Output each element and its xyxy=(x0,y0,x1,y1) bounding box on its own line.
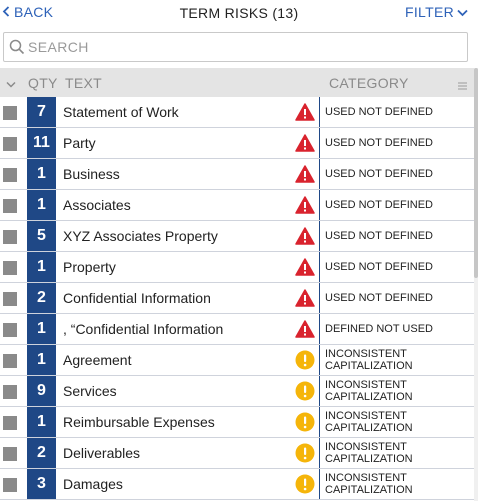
row-category: USED NOT DEFINED xyxy=(325,292,433,304)
row-qty: 2 xyxy=(27,438,56,468)
row-term-text: Statement of Work xyxy=(63,104,179,120)
row-checkbox[interactable] xyxy=(3,106,17,120)
table-row[interactable] xyxy=(0,128,474,159)
row-category xyxy=(325,410,413,434)
row-checkbox[interactable] xyxy=(3,354,17,368)
filter-label: FILTER xyxy=(405,4,454,20)
row-qty: 1 xyxy=(27,190,56,220)
row-checkbox[interactable] xyxy=(3,416,17,430)
back-label: BACK xyxy=(14,4,54,20)
row-term-text: Agreement xyxy=(63,352,132,368)
warning-triangle-icon xyxy=(295,196,315,219)
warning-triangle-icon xyxy=(295,165,315,188)
row-term-text: Party xyxy=(63,135,96,151)
row-category xyxy=(325,441,413,465)
scrollbar-thumb[interactable] xyxy=(474,68,478,278)
alert-circle-icon xyxy=(295,443,315,468)
row-term-text: Reimbursable Expenses xyxy=(63,414,215,430)
row-checkbox[interactable] xyxy=(3,447,17,461)
row-qty: 5 xyxy=(27,221,56,251)
row-category-line: INCONSISTENT xyxy=(325,472,407,484)
row-term-text: , “Confidential Information xyxy=(63,321,224,337)
table-row[interactable] xyxy=(0,159,474,190)
row-qty: 1 xyxy=(27,252,56,282)
row-checkbox[interactable] xyxy=(3,137,17,151)
warning-triangle-icon xyxy=(295,134,315,157)
row-qty: 9 xyxy=(27,376,56,406)
row-qty: 1 xyxy=(27,314,56,344)
row-qty: 11 xyxy=(27,128,56,158)
table-header xyxy=(0,68,474,97)
column-divider xyxy=(319,252,320,282)
table-row[interactable] xyxy=(0,469,474,500)
search-icon xyxy=(9,39,25,60)
column-header-category[interactable]: CATEGORY xyxy=(329,75,409,91)
row-term-text: Property xyxy=(63,259,116,275)
table-row[interactable] xyxy=(0,438,474,469)
table-row[interactable] xyxy=(0,314,474,345)
warning-triangle-icon xyxy=(295,227,315,250)
column-divider xyxy=(319,314,320,344)
page-title: TERM RISKS (13) xyxy=(179,5,299,21)
table-row[interactable] xyxy=(0,97,474,128)
row-checkbox[interactable] xyxy=(3,323,17,337)
column-header-text[interactable]: TEXT xyxy=(65,75,102,91)
table-row[interactable] xyxy=(0,345,474,376)
column-divider xyxy=(319,438,320,468)
row-term-text: Confidential Information xyxy=(63,290,211,306)
column-divider xyxy=(319,345,320,375)
alert-circle-icon xyxy=(295,412,315,437)
column-divider xyxy=(319,407,320,437)
table-row[interactable] xyxy=(0,221,474,252)
row-checkbox[interactable] xyxy=(3,230,17,244)
top-bar xyxy=(0,0,478,28)
chevron-down-icon xyxy=(457,9,468,17)
column-menu-icon[interactable] xyxy=(458,77,467,93)
row-qty: 3 xyxy=(27,469,56,499)
warning-triangle-icon xyxy=(295,289,315,312)
alert-circle-icon xyxy=(295,381,315,406)
row-term-text: Services xyxy=(63,383,117,399)
column-divider xyxy=(319,221,320,251)
row-checkbox[interactable] xyxy=(3,478,17,492)
row-term-text: Business xyxy=(63,166,120,182)
row-qty: 7 xyxy=(27,97,56,127)
row-checkbox[interactable] xyxy=(3,385,17,399)
row-category xyxy=(325,472,413,496)
row-category-line: INCONSISTENT xyxy=(325,441,407,453)
table-row[interactable] xyxy=(0,252,474,283)
column-divider xyxy=(319,97,320,127)
alert-circle-icon xyxy=(295,350,315,375)
row-category: USED NOT DEFINED xyxy=(325,168,433,180)
alert-circle-icon xyxy=(295,474,315,499)
row-qty: 2 xyxy=(27,283,56,313)
row-category xyxy=(325,348,413,372)
row-term-text: Damages xyxy=(63,476,123,492)
row-checkbox[interactable] xyxy=(3,168,17,182)
select-all-chevron-icon[interactable] xyxy=(6,76,16,92)
row-category xyxy=(325,379,413,403)
warning-triangle-icon xyxy=(295,258,315,281)
scrollbar[interactable] xyxy=(474,68,478,501)
search-box xyxy=(3,32,468,62)
row-term-text: Associates xyxy=(63,197,131,213)
row-checkbox[interactable] xyxy=(3,199,17,213)
row-qty: 1 xyxy=(27,407,56,437)
row-category-line: CAPITALIZATION xyxy=(325,422,413,434)
column-divider xyxy=(319,283,320,313)
column-divider xyxy=(319,190,320,220)
row-checkbox[interactable] xyxy=(3,261,17,275)
row-category: USED NOT DEFINED xyxy=(325,106,433,118)
row-qty: 1 xyxy=(27,345,56,375)
term-risk-list xyxy=(0,97,474,500)
column-divider xyxy=(319,376,320,406)
row-category-line: INCONSISTENT xyxy=(325,379,407,391)
row-category: USED NOT DEFINED xyxy=(325,199,433,211)
row-category-line: CAPITALIZATION xyxy=(325,391,413,403)
row-term-text: Deliverables xyxy=(63,445,141,461)
row-category-line: CAPITALIZATION xyxy=(325,453,413,465)
row-term-text: XYZ Associates Property xyxy=(63,228,218,244)
row-category-line: CAPITALIZATION xyxy=(325,484,413,496)
column-header-qty[interactable]: QTY xyxy=(28,75,58,91)
warning-triangle-icon xyxy=(295,320,315,343)
row-category-line: INCONSISTENT xyxy=(325,348,407,360)
row-category-line: INCONSISTENT xyxy=(325,410,407,422)
warning-triangle-icon xyxy=(295,103,315,126)
column-divider xyxy=(319,159,320,189)
table-row[interactable] xyxy=(0,283,474,314)
row-category-line: CAPITALIZATION xyxy=(325,360,413,372)
column-divider xyxy=(319,128,320,158)
row-category: USED NOT DEFINED xyxy=(325,230,433,242)
row-qty: 1 xyxy=(27,159,56,189)
column-divider xyxy=(319,469,320,499)
filter-button[interactable] xyxy=(405,4,468,20)
table-row[interactable] xyxy=(0,190,474,221)
table-row[interactable] xyxy=(0,407,474,438)
row-checkbox[interactable] xyxy=(3,292,17,306)
table-row[interactable] xyxy=(0,376,474,407)
row-category: DEFINED NOT USED xyxy=(325,323,433,335)
row-category: USED NOT DEFINED xyxy=(325,137,433,149)
search-input[interactable] xyxy=(28,37,458,57)
row-category: USED NOT DEFINED xyxy=(325,261,433,273)
